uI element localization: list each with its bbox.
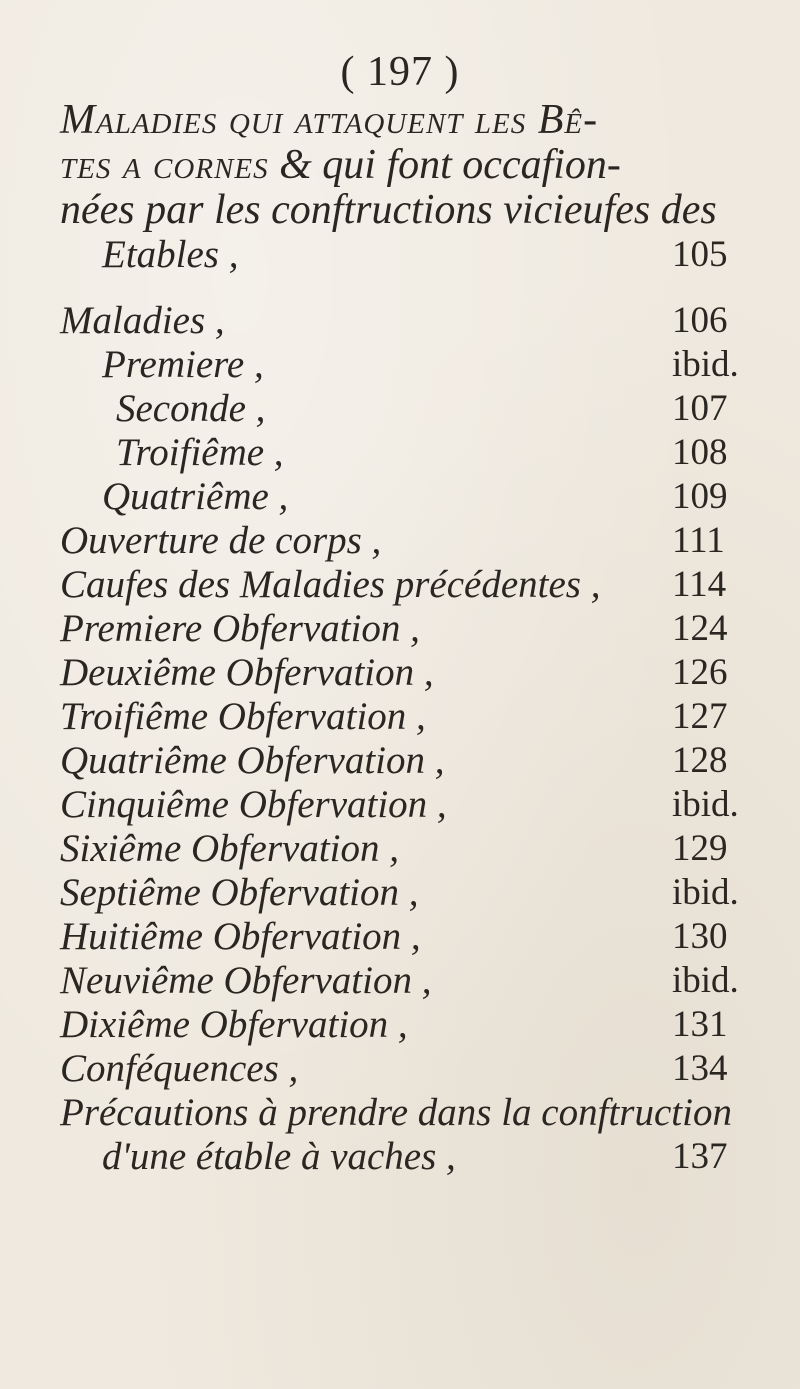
heading-line-3: nées par les conftructions vicieufes des (60, 187, 717, 233)
list-item (0, 476, 800, 518)
entry-label: Quatriême Obfervation , (60, 739, 445, 782)
list-item (0, 784, 800, 826)
entry-label: Caufes des Maladies précédentes , (60, 563, 601, 606)
list-item (0, 608, 800, 650)
entry-page: 108 (672, 432, 728, 473)
final-entry-line-2 (0, 1136, 800, 1178)
page-number: ( 197 ) (340, 49, 460, 95)
entry-label: Neuviême Obfervation , (60, 959, 432, 1002)
heading-line-2 (60, 143, 740, 188)
entry-label: Conféquences , (60, 1047, 299, 1090)
entry-label: Maladies , (60, 299, 225, 342)
entry-label: Sixiême Obfervation , (60, 827, 399, 870)
entry-page: 134 (672, 1048, 728, 1089)
list-item (0, 652, 800, 694)
list-item (0, 344, 800, 386)
heading-line-2-smallcaps: tes a cornes (60, 142, 269, 188)
list-item (0, 828, 800, 870)
entry-label: Huitiême Obfervation , (60, 915, 421, 958)
list-item (0, 872, 800, 914)
entry-label: Deuxiême Obfervation , (60, 651, 434, 694)
heading-line-1: Maladies qui attaquent les Bê- (60, 97, 599, 143)
entry-label: d'une étable à vaches , (102, 1135, 456, 1178)
heading-line-2-rest: & qui font occafion- (268, 142, 621, 188)
list-item (0, 916, 800, 958)
section-heading (60, 98, 740, 233)
entry-label: Premiere , (102, 343, 264, 386)
entry-page: 130 (672, 916, 728, 957)
list-item (0, 740, 800, 782)
list-item (0, 960, 800, 1002)
list-item (0, 696, 800, 738)
list-item (0, 564, 800, 606)
entry-page: ibid. (672, 344, 739, 385)
entry-page: ibid. (672, 960, 739, 1001)
entry-page: 111 (672, 520, 725, 561)
entry-page: 127 (672, 696, 728, 737)
entry-page: 126 (672, 652, 728, 693)
entry-page: 109 (672, 476, 728, 517)
entry-label: Troifiême Obfervation , (60, 695, 426, 738)
entry-page: 131 (672, 1004, 728, 1045)
heading-entry-etables (0, 234, 800, 276)
entry-label: Premiere Obfervation , (60, 607, 420, 650)
entry-page: 129 (672, 828, 728, 869)
entry-page: 128 (672, 740, 728, 781)
entry-label: Seconde , (116, 387, 266, 430)
entry-label: Troifiême , (116, 431, 284, 474)
entry-page: 105 (672, 234, 728, 275)
list-item (0, 1048, 800, 1090)
entry-page: 114 (672, 564, 727, 605)
final-entry-line-1 (0, 1092, 800, 1134)
entry-label: Précautions à prendre dans la conftruction (60, 1091, 732, 1134)
list-item (0, 432, 800, 474)
entry-label: Etables , (102, 233, 239, 276)
list-item (0, 520, 800, 562)
list-item (0, 1004, 800, 1046)
entry-page: ibid. (672, 784, 739, 825)
entry-label: Ouverture de corps , (60, 519, 382, 562)
entry-label: Cinquiême Obfervation , (60, 783, 447, 826)
entry-page: 137 (672, 1136, 728, 1177)
entry-page: ibid. (672, 872, 739, 913)
entry-label: Quatriême , (102, 475, 289, 518)
entry-page: 107 (672, 388, 728, 429)
entry-page: 106 (672, 300, 728, 341)
entry-page: 124 (672, 608, 728, 649)
list-item (0, 300, 800, 342)
list-item (0, 388, 800, 430)
entry-label: Dixiême Obfervation , (60, 1003, 408, 1046)
entry-label: Septiême Obfervation , (60, 871, 419, 914)
